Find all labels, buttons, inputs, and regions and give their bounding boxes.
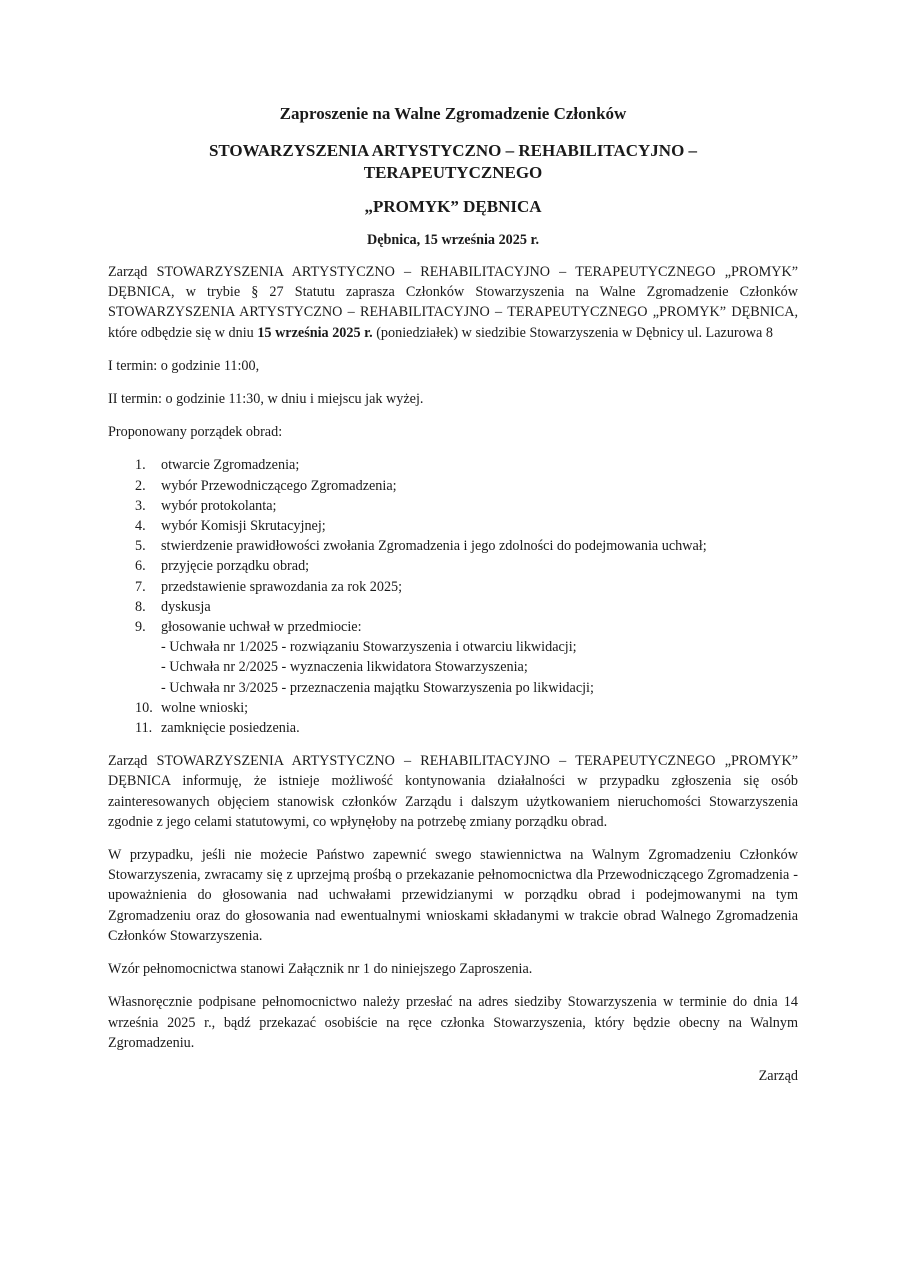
- agenda-item-text: przyjęcie porządku obrad;: [161, 558, 310, 575]
- agenda-item-text: zamknięcie posiedzenia.: [161, 720, 300, 737]
- agenda-item: [108, 476, 798, 496]
- continuation-paragraph: Zarząd STOWARZYSZENIA ARTYSTYCZNO – REHABILITACYJNO – TERAPEUTYCZNEGO „PROMYK” DĘBNICA informuję, że istnieje możliwość kontynowania działalności w przypadku zgłoszenia się osób zainteresowanych objęciem stanowisk członków Zarządu i dalszym użytkowaniem nieruchomości Stowarzyszenia zgodnie z jego celami statutowymi, co wpłynęłoby na potrzebę zmiany porządku obrad.: [108, 753, 798, 830]
- association-short-name: „PROMYK” DĘBNICA: [364, 197, 542, 216]
- agenda-item-text: wybór protokolanta;: [161, 497, 277, 514]
- association-name: [108, 140, 798, 184]
- resolution-item: - Uchwała nr 3/2025 - przeznaczenia majątku Stowarzyszenia po likwidacji;: [161, 679, 594, 696]
- agenda-item: [108, 516, 798, 536]
- agenda-item: [108, 617, 798, 698]
- agenda-item-text: przedstawienie sprawozdania za rok 2025;: [161, 578, 403, 595]
- intro-paragraph: [108, 262, 798, 343]
- document-page: [108, 103, 798, 1086]
- intro-text-after: (poniedziałek) w siedzibie Stowarzyszenia w Dębnicy ul. Lazurowa 8: [372, 324, 773, 341]
- agenda-item: [108, 556, 798, 576]
- intro-text-before: Zarząd STOWARZYSZENIA ARTYSTYCZNO – REHABILITACYJNO – TERAPEUTYCZNEGO „PROMYK” DĘBNICA, w trybie § 27 Statutu zaprasza Członków Stowarzyszenia na Walne Zgromadzenie Członków STOWARZYSZENIA ARTYSTYCZNO – REHABILITACYJNO – TERAPEUTYCZNEGO „PROMYK” DĘBNICA, które odbędzie się w dniu: [108, 264, 798, 341]
- agenda-item-number: 7.: [135, 578, 146, 595]
- agenda-item: [108, 455, 798, 475]
- agenda-item-text: otwarcie Zgromadzenia;: [161, 457, 300, 474]
- agenda-item-number: 11.: [135, 720, 153, 737]
- submission-paragraph: Własnoręcznie podpisane pełnomocnictwo należy przesłać na adres siedziby Stowarzyszenia w terminie do dnia 14 września 2025 r., bądź przekazać osobiście na ręce członka Stowarzyszenia, który będzie obecny na Walnym Zgromadzeniu.: [108, 994, 798, 1051]
- agenda-item-text: stwierdzenie prawidłowości zwołania Zgromadzenia i jego zdolności do podejmowania uchwał;: [161, 538, 707, 555]
- agenda-item-text: głosowanie uchwał w przedmiocie:: [161, 619, 362, 636]
- agenda-heading: Proponowany porządek obrad:: [108, 424, 283, 441]
- agenda-item-number: 10.: [135, 699, 153, 716]
- agenda-item: [108, 698, 798, 718]
- agenda-item-number: 2.: [135, 477, 146, 494]
- agenda-item-number: 6.: [135, 558, 146, 575]
- agenda-item: [108, 577, 798, 597]
- document-date: Dębnica, 15 września 2025 r.: [366, 232, 540, 248]
- agenda-item-text: wybór Komisji Skrutacyjnej;: [161, 518, 326, 535]
- first-term: I termin: o godzinie 11:00,: [108, 357, 260, 374]
- agenda-item: [108, 597, 798, 617]
- intro-date-bold: 15 września 2025 r.: [257, 324, 373, 341]
- agenda-item: [108, 718, 798, 738]
- association-name-line2: TERAPEUTYCZNEGO: [363, 163, 543, 182]
- proxy-paragraph: W przypadku, jeśli nie możecie Państwo zapewnić swego stawiennictwa na Walnym Zgromadzeniu Członków Stowarzyszenia, zwracamy się z uprzejmą prośbą o przekazanie pełnomocnictwa dla Przewodniczącego Zgromadzenia - upoważnienia do głosowania nad uchwałami przewidzianymi w porządku obrad i podejmowanymi na tym Zgromadzeniu oraz do głosowania nad ewentualnymi wnioskami składanymi w trakcie obrad Walnego Zgromadzenia Członków Stowarzyszenia.: [108, 847, 798, 944]
- second-term: II termin: o godzinie 11:30, w dniu i miejscu jak wyżej.: [108, 391, 424, 408]
- association-name-line1: STOWARZYSZENIA ARTYSTYCZNO – REHABILITACYJNO –: [208, 141, 698, 160]
- agenda-item-number: 1.: [135, 457, 146, 474]
- agenda-item: [108, 496, 798, 516]
- agenda-item-text: dyskusja: [161, 598, 211, 615]
- agenda-item: [108, 536, 798, 556]
- agenda-item-number: 8.: [135, 598, 146, 615]
- agenda-item-text: wolne wnioski;: [161, 699, 249, 716]
- agenda-list: [108, 455, 798, 738]
- agenda-item-text: wybór Przewodniczącego Zgromadzenia;: [161, 477, 397, 494]
- resolution-item: - Uchwała nr 1/2025 - rozwiązaniu Stowarzyszenia i otwarciu likwidacji;: [161, 639, 577, 656]
- resolution-item: - Uchwała nr 2/2025 - wyznaczenia likwidatora Stowarzyszenia;: [161, 659, 528, 676]
- agenda-item-number: 5.: [135, 538, 146, 555]
- agenda-item-number: 4.: [135, 518, 146, 535]
- agenda-item-number: 9.: [135, 619, 146, 636]
- attachment-paragraph: Wzór pełnomocnictwa stanowi Załącznik nr 1 do niniejszego Zaproszenia.: [108, 961, 533, 978]
- agenda-item-number: 3.: [135, 497, 146, 514]
- signature: Zarząd: [758, 1067, 798, 1084]
- document-title: Zaproszenie na Walne Zgromadzenie Członków: [279, 104, 627, 123]
